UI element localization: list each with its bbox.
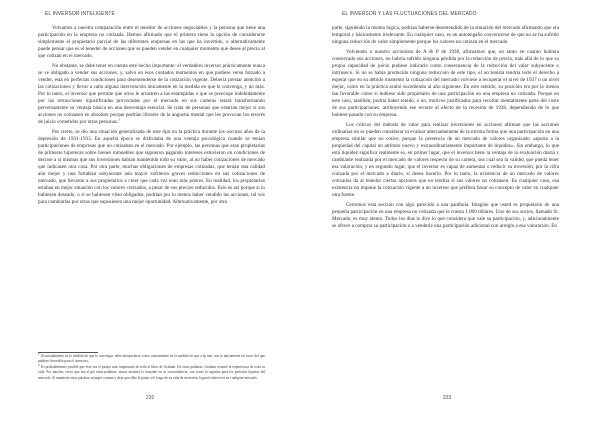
paragraph: parte, siguiendo la misma lógica, podrían haberse desentendido de la situación del mercado afirmando que era temporal y básicamente irrelevante. En cualquier caso, es un autoengaño convencerse de que no se ha sufrido ninguna reducción de valor simplemente porque los valores no cotizan en el mercado. (332, 25, 559, 45)
paragraph (38, 63, 265, 126)
page-number-left: 232 (146, 395, 155, 401)
paragraph: Cerremos esta sección con algo parecido a una parábola. Imagine que usted es propietario de una pequeña participación en una empresa no cotizada que le cuesta 1.000 dólares. Uno de sus socios, llamado Sr. Mercado, es muy atento. Todos los días le dice lo que considera que vale su participación, y, adicionalmente se ofrece a comprar su participación o a venderle una participación adicional con arreglo a esa valoración. En (332, 202, 559, 229)
paragraph: Volviendo a nuestro accionista de A & P de 1938, afirmamos que, en tanto en cuanto hubiera conservado sus acciones, no habría sufrido ninguna pérdida por la reducción de precio, más allá de lo que su propia capacidad de juicio pudiese indicarle como consecuencia de la reducción del valor subyacente o intrínseco. Si no se había producido ninguna reducción de este tipo, el accionista tendría todo el derecho a esperar que en su debido momento la cotización del mercado volviese a recuperar el nivel de 1937 o un nivel mejor, como en la práctica acabó sucediendo al año siguiente. En este sentido, su posición era por lo menos tan favorable como si hubiese sido propietario de una participación en una empresa no cotizada. Porque en este caso, también, podría haber tenido, o no, motivos justificados para recortar mentalmente parte del coste de sus participaciones, atribuyendo ese recorte al efecto de la recesión de 1938, dependiendo de lo que hubiese pasado con su empresa. (332, 49, 559, 118)
footnotes (38, 354, 265, 381)
paragraph-text: No obstante, se debe tener en cuenta este hecho importante: el verdadero inversor prácticamente nunca se ve obligado a vender sus acciones, y, salvo en esos contados momentos en que pudiese verse forzado a vender, está en perfectas condiciones para desentenderse de la cotización vigente. Debería prestar atención a las cotizaciones y llevar a cabo alguna intervención únicamente en la medida en que le convenga, y no más. Por lo tanto, el inversor que permite que otros le arrastren a las estampidas o que se preocupe indebidamente por las retracciones injustificadas provocadas por el mercado en sus carteras estará transformando perversamente su ventaja básica en una desventaja esencial. Se trata de personas que estarían mejor si sus acciones no cotizasen en absoluto porque podrían librarse de la angustia mental que les provocan los errores de juicio cometidos por otras personas. (38, 63, 265, 125)
right-page-body (332, 25, 559, 233)
footnote-number: 2 (38, 362, 40, 367)
footnote (38, 362, 266, 381)
running-head-right: EL INVERSOR Y LAS FLUCTUACIONES DEL MERCADO (342, 11, 477, 17)
running-head-left: EL INVERSOR INTELIGENTE (45, 11, 115, 17)
footnote-text: Es probablemente posible que éste sea el pasaje más importante de todo el libro de Graham. En estas palabras, Graham resume la experiencia de toda su vida. Por muchas veces que lea al pie estas palabras, nunca insistirá lo bastante en su trascendencia, son como la aspirina para los periodos bajistas del mercado. Si mantiene estas palabras siempre a mano y deja que ellas le guíen a lo largo de su vida de inversión, logrará sobrevivir en cualquier mercado. (38, 364, 266, 380)
page-number-right: 233 (443, 395, 452, 401)
footnote (38, 354, 265, 365)
footnote-text: Ocasionalmente en la medida en que le convenga: debe interpretarse como «únicamente en la medida en que a Ip más con lo únicamente en favor del que pudiese favorable para el inversor». (38, 354, 265, 364)
footnote-divider (38, 352, 98, 353)
right-page (300, 0, 600, 424)
paragraph: Por cierto, se dio una situación generalizada de este tipo en la práctica durante los oscuros años de la depresión de 1931-1933. En aquella época se disfrutaba de una ventaja psicológica cuando se tenían participaciones de empresas que no cotizaban en el mercado. Por ejemplo, las personas que eran propietarias de primeras hipotecas sobre bienes inmuebles que siguieron pagando intereses estuvieron en condiciones de decirse a sí mismas que sus inversiones habían mantenido todo su valor, al no haber cotizaciones de mercado que indicasen otra cosa. Por otra parte, muchas obligaciones de empresas cotizadas, que tenían una calidad aún mejor y una fortaleza subyacente aún mayor sufrieron graves reducciones en sus cotizaciones de mercado, que llevaron a sus propietarios a creer que cada vez eran más pobres. En realidad, los propietarios estaban en mejor situación con los valores cotizados, a pesar de sus precios reducidos. Esto es así porque si lo hubiesen deseado, o si se hubiesen visto obligados, podrían por lo menos haber vendido las acciones, tal vez para cambiarlas por otras que supusiesen una mejor oportunidad. Alternativamente, por otra (38, 129, 265, 205)
paragraph: Los críticos del método de valor para realizar inversiones en acciones afirman que las acciones ordinarias no se pueden considerar ni evaluar adecuadamente de la misma forma que una participación en una empresa similar que no cotice, porque la presencia de un mercado de valores organizado «aporta a la propiedad del capital un atributo nuevo y extraordinariamente importante de liquidez». Sin embargo, lo que está liquidez significa realmente es, en primer lugar, que el inversor tiene la ventaja de la evaluación diaria y cambiante realizada por el mercado de valores respecto de su cartera, sea cual sea la validez que pueda tener esa valoración, y en segundo lugar, que el inversor es capaz de aumentar o reducir su inversión, por la cifra cotizada por el mercado a diario, si desea hacerlo. Por lo tanto, la existencia de un mercado de valores cotizados da al tenedor ciertas opciones que no tendría si sus valores no cotizasen. En cualquier caso, esa existencia no impone la cotización vigente a un inversor que prefiera basar su concepto de valor en cualquier otra fuente. (332, 122, 559, 198)
left-page-body (38, 25, 265, 209)
footnote-number: 1 (38, 352, 40, 356)
footnote-marker: 1 (118, 117, 120, 122)
paragraph: Volvamos a nuestra comparación entre el tenedor de acciones negociables y la persona que tiene una participación en la empresa no cotizada. Hemos afirmado que el primero tiene la opción de considerarse simplemente el propietario parcial de las diferentes empresas en las que ha invertido, o alternativamente puede pensar que es el tenedor de acciones que se pueden vender en cualquier momento que desee al precio al que cotizan en el mercado. (38, 25, 265, 59)
